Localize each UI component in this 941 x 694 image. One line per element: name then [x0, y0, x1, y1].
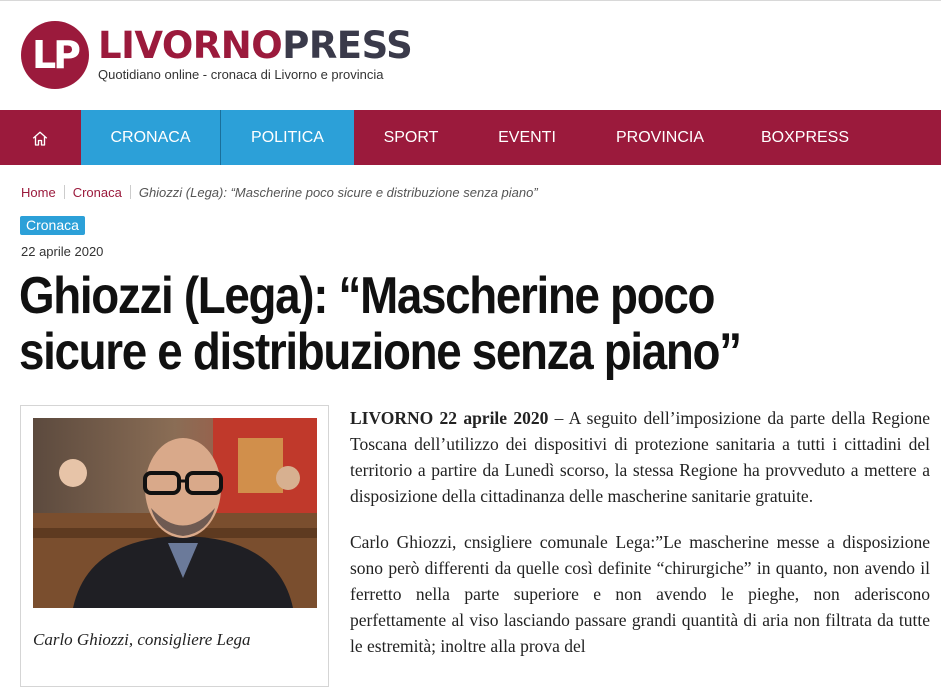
article-paragraph: Carlo Ghiozzi, cnsigliere comunale Lega:”Le mascherine messe a disposizione sono però differenti da quelle così definite “chirurgiche” in quanto, non avendo il ferretto nella parte superiore e non avendo le pieghe, non aderiscono perfettamente al viso lasciando passare grandi quantità di aria non filtrata da tutte le estremità; inoltre alla prova del [350, 532, 930, 656]
brand-part-press: PRESS [282, 24, 413, 67]
article-paragraph [350, 405, 930, 509]
site-logo[interactable]: LP [21, 21, 89, 89]
site-brand-name[interactable] [98, 25, 412, 67]
article-figure [20, 405, 329, 687]
nav-boxpress[interactable]: BOXPRESS [760, 129, 850, 146]
brand-part-livorno: LIVORNO [98, 24, 283, 67]
breadcrumb-home[interactable]: Home [21, 185, 56, 200]
article-paragraph-text: – A seguito dell’imposizione da parte della Regione Toscana dell’utilizzo dei dispositivi di protezione sanitaria a tutti i cittadini del territorio a partire da Lunedì scorso, la stessa Regione ha provveduto a mettere a disposizione della cittadinanza delle mascherine sanitarie gratuite. [350, 408, 930, 506]
breadcrumb-category[interactable]: Cronaca [72, 185, 122, 200]
article-body [350, 405, 930, 679]
site-tagline: Quotidiano online - cronaca di Livorno e provincia [98, 67, 384, 82]
article-dateline: LIVORNO 22 aprile 2020 [350, 408, 549, 428]
main-navigation [0, 110, 941, 165]
nav-home[interactable] [0, 110, 80, 165]
nav-cronaca[interactable]: CRONACA [81, 110, 220, 165]
nav-sport[interactable]: SPORT [383, 129, 439, 146]
breadcrumb-current: Ghiozzi (Lega): “Mascherine poco sicure e distribuzione senza piano” [138, 185, 538, 200]
nav-politica[interactable]: POLITICA [221, 110, 354, 165]
photo-caption: Carlo Ghiozzi, consigliere Lega [33, 630, 251, 649]
article-title: Ghiozzi (Lega): “Mascherine poco sicure e distribuzione senza piano” [19, 267, 741, 381]
nav-provincia[interactable]: PROVINCIA [615, 129, 704, 146]
home-icon [31, 130, 49, 148]
category-badge[interactable]: Cronaca [20, 216, 85, 235]
top-border [0, 0, 941, 1]
nav-eventi[interactable]: EVENTI [498, 129, 556, 146]
article-date: 22 aprile 2020 [21, 244, 104, 259]
breadcrumb-separator [64, 185, 65, 199]
breadcrumb-separator [130, 185, 131, 199]
breadcrumb [21, 185, 538, 200]
portrait-image [33, 418, 317, 608]
article-photo [33, 418, 317, 608]
